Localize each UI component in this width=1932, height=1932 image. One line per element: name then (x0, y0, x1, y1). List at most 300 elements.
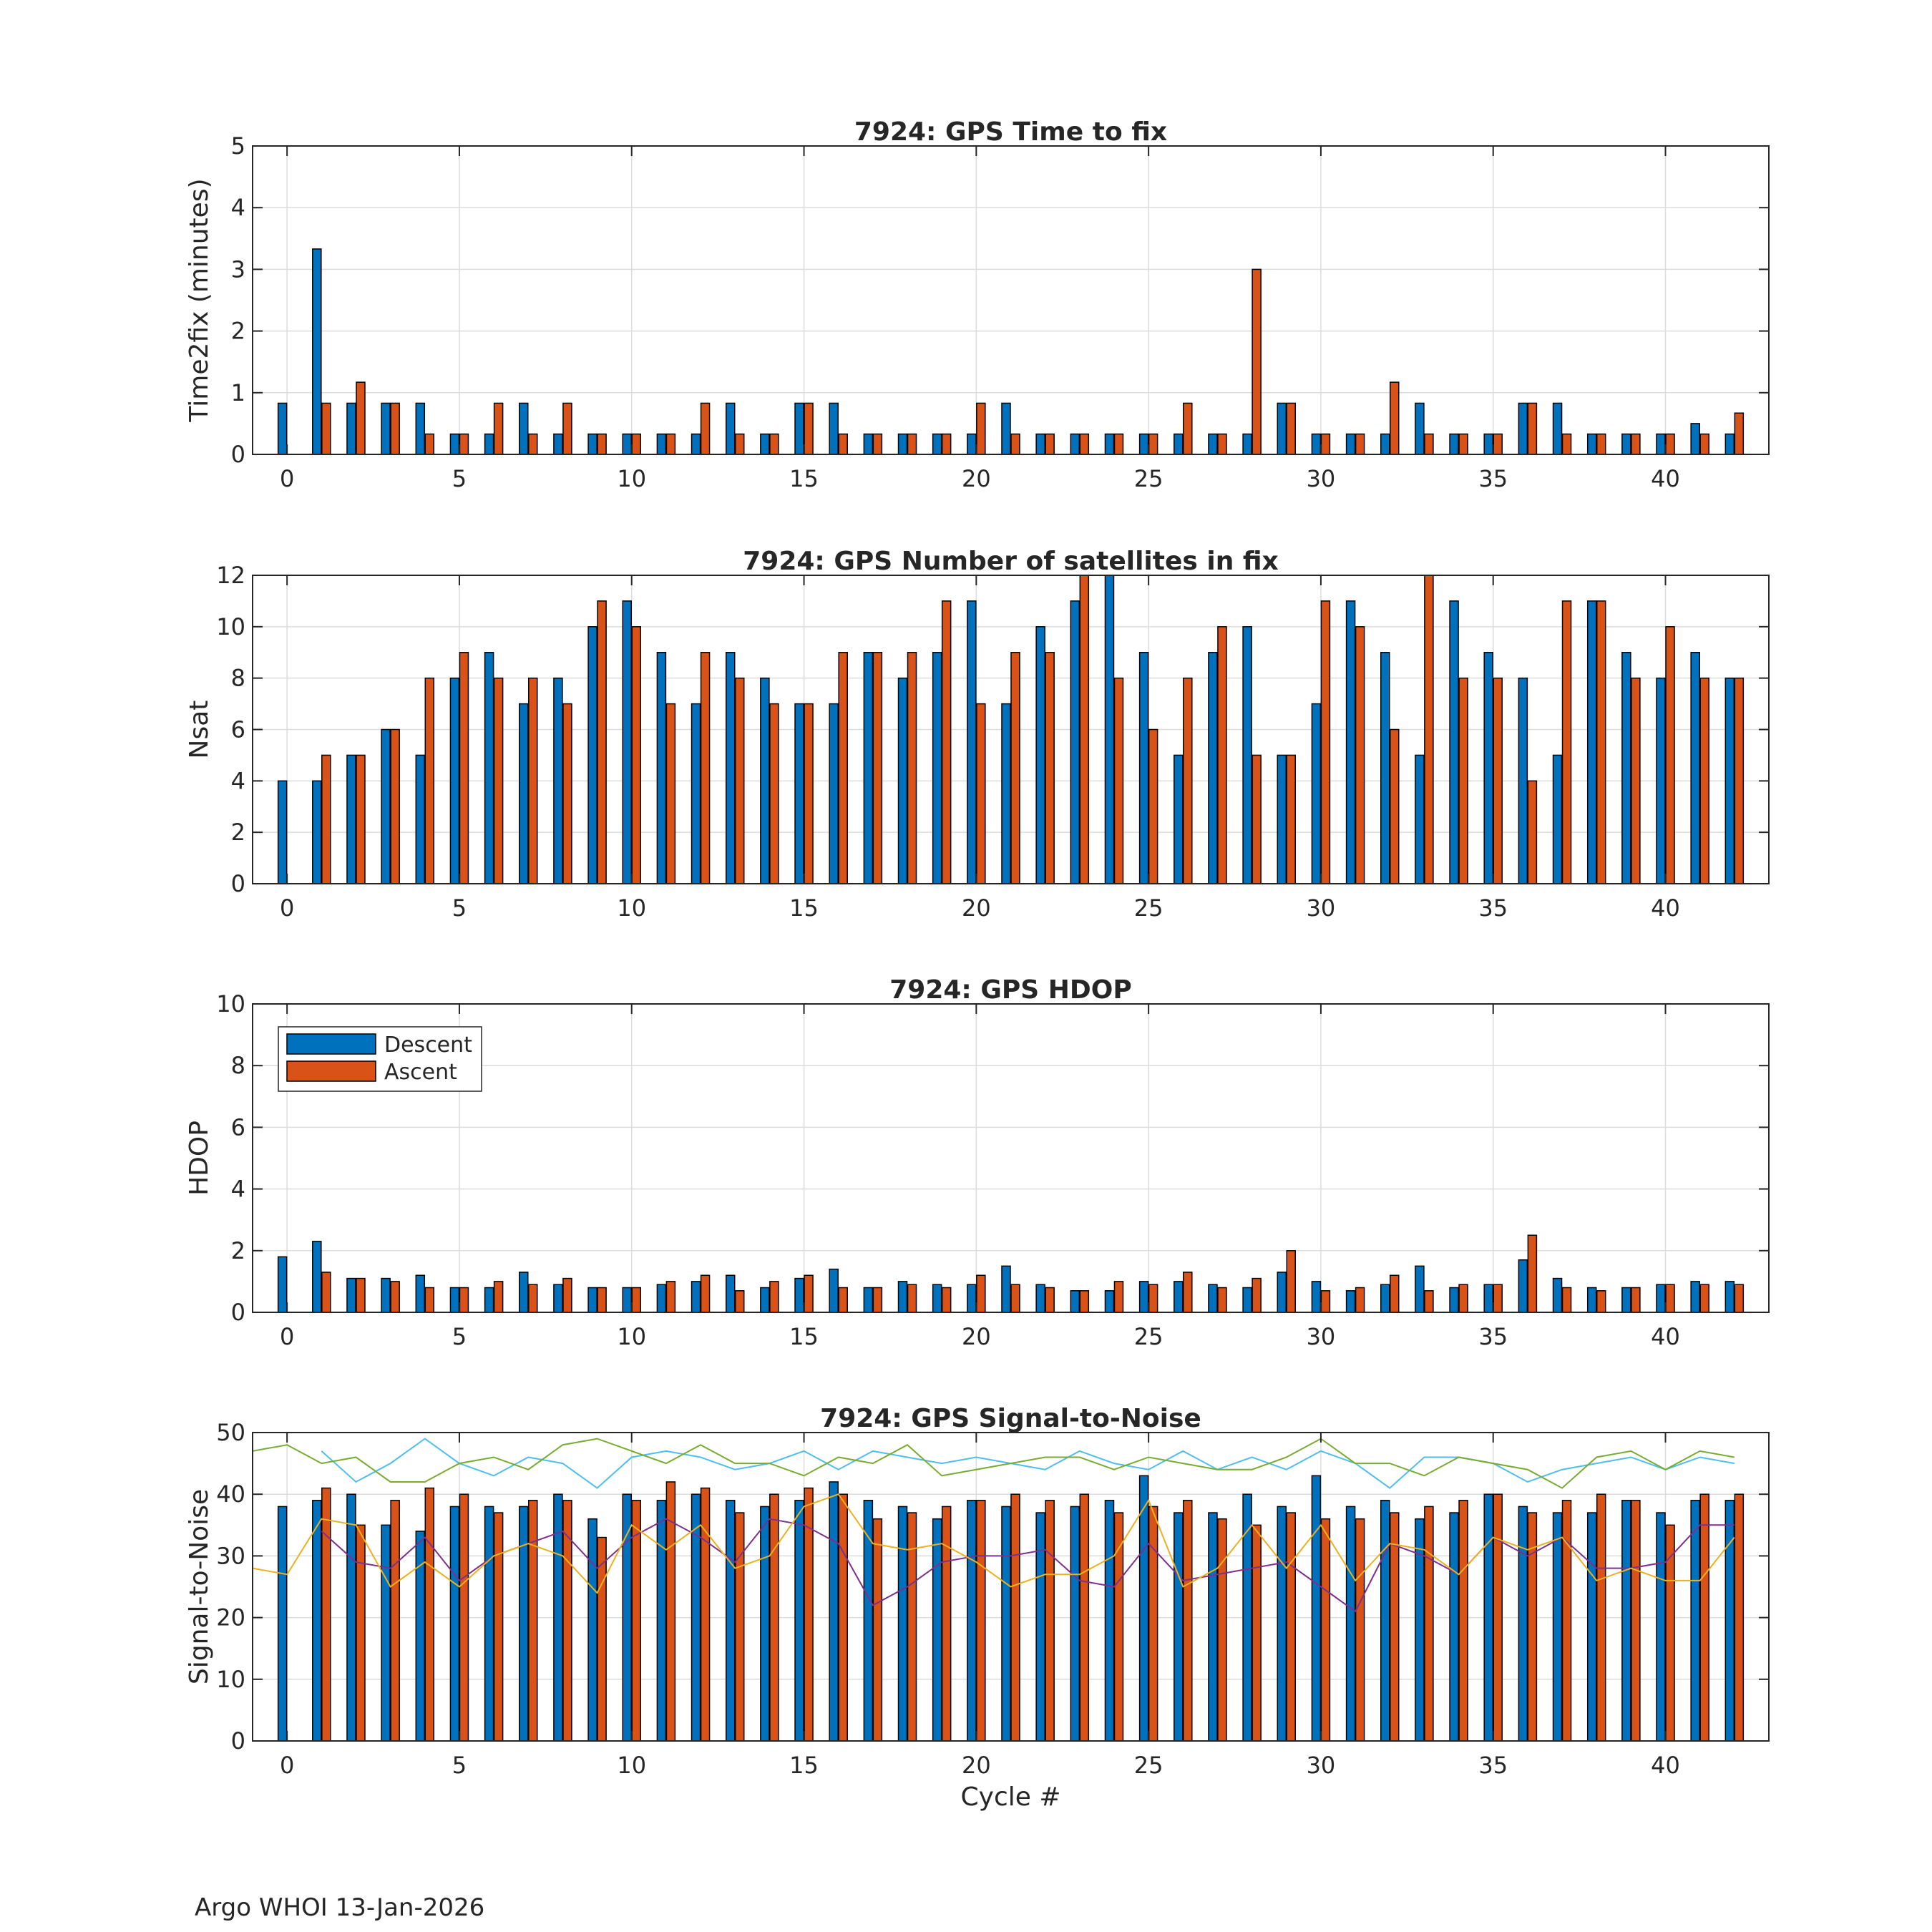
bar-descent-28 (1243, 627, 1252, 884)
bar-ascent-4 (425, 434, 434, 454)
bar-descent-2 (347, 1494, 356, 1741)
bar-descent-12 (692, 704, 701, 884)
bar-descent-36 (1518, 678, 1527, 884)
bar-ascent-12 (701, 653, 710, 884)
bar-ascent-29 (1287, 1513, 1295, 1741)
bar-ascent-9 (597, 1538, 606, 1741)
bar-descent-16 (829, 704, 838, 884)
bar-ascent-18 (908, 1513, 917, 1741)
bar-ascent-4 (425, 1288, 434, 1312)
bar-ascent-26 (1184, 403, 1192, 454)
bar-ascent-10 (632, 627, 640, 884)
bar-descent-15 (795, 1501, 804, 1741)
bar-descent-35 (1484, 1494, 1493, 1741)
bar-descent-19 (933, 1284, 942, 1312)
bar-descent-27 (1209, 653, 1217, 884)
bar-descent-6 (485, 1288, 494, 1312)
bar-ascent-21 (1011, 653, 1020, 884)
bar-descent-39 (1622, 434, 1631, 454)
bar-descent-31 (1347, 434, 1355, 454)
bar-ascent-37 (1563, 601, 1571, 884)
bar-descent-1 (313, 1501, 321, 1741)
bar-ascent-41 (1700, 1494, 1709, 1741)
bar-descent-34 (1450, 601, 1458, 884)
bar-ascent-11 (666, 434, 675, 454)
bar-descent-3 (381, 403, 390, 454)
x-tick-label: 5 (452, 894, 467, 922)
bar-ascent-3 (391, 1501, 399, 1741)
bar-descent-27 (1209, 1284, 1217, 1312)
chart-panel-3 (185, 975, 1769, 1350)
bar-ascent-30 (1321, 1519, 1330, 1741)
y-tick-label: 30 (216, 1542, 245, 1570)
bar-descent-20 (967, 1501, 976, 1741)
y-tick-label: 4 (230, 194, 245, 222)
bar-descent-40 (1657, 434, 1665, 454)
bar-descent-42 (1725, 1282, 1734, 1312)
bar-ascent-23 (1080, 575, 1088, 884)
bar-ascent-19 (942, 434, 951, 454)
y-tick-label: 8 (230, 1052, 245, 1080)
bar-descent-11 (657, 653, 665, 884)
bar-descent-23 (1070, 1291, 1079, 1312)
bar-descent-24 (1105, 575, 1113, 884)
bar-descent-33 (1415, 403, 1424, 454)
bar-ascent-5 (459, 1288, 468, 1312)
bar-descent-1 (313, 781, 321, 884)
bar-ascent-18 (908, 434, 917, 454)
bar-ascent-5 (459, 434, 468, 454)
bar-descent-26 (1174, 1513, 1183, 1741)
bar-descent-30 (1312, 1282, 1320, 1312)
bar-ascent-35 (1493, 1284, 1502, 1312)
bar-descent-24 (1105, 434, 1113, 454)
bar-ascent-16 (839, 1494, 847, 1741)
bar-descent-1 (313, 1241, 321, 1312)
bar-ascent-23 (1080, 434, 1088, 454)
bar-descent-27 (1209, 434, 1217, 454)
x-tick-label: 30 (1306, 894, 1336, 922)
bar-descent-6 (485, 1506, 494, 1741)
bar-descent-33 (1415, 755, 1424, 884)
bar-descent-19 (933, 1519, 942, 1741)
bar-ascent-29 (1287, 1251, 1295, 1312)
bar-descent-5 (450, 1506, 459, 1741)
bar-descent-21 (1002, 403, 1010, 454)
y-tick-label: 40 (216, 1480, 245, 1508)
bar-ascent-13 (736, 434, 744, 454)
y-tick-label: 6 (230, 1113, 245, 1141)
y-axis-label: Signal-to-Noise (185, 1488, 214, 1685)
bar-ascent-34 (1459, 678, 1468, 884)
bar-ascent-31 (1356, 1288, 1365, 1312)
bar-descent-0 (278, 781, 287, 884)
bar-ascent-34 (1459, 1501, 1468, 1741)
bar-descent-39 (1622, 653, 1631, 884)
x-tick-label: 35 (1478, 1752, 1508, 1779)
bar-ascent-35 (1493, 1494, 1502, 1741)
bar-ascent-10 (632, 434, 640, 454)
bar-descent-18 (899, 1506, 907, 1741)
bar-descent-41 (1691, 424, 1699, 454)
bar-descent-15 (795, 403, 804, 454)
bar-ascent-36 (1528, 1235, 1536, 1312)
bar-descent-34 (1450, 434, 1458, 454)
y-tick-label: 3 (230, 255, 245, 283)
y-tick-label: 8 (230, 664, 245, 692)
bar-descent-35 (1484, 1284, 1493, 1312)
bar-ascent-25 (1149, 1506, 1158, 1741)
bar-ascent-21 (1011, 1284, 1020, 1312)
bar-descent-18 (899, 434, 907, 454)
x-tick-label: 25 (1133, 1323, 1163, 1350)
chart-title: 7924: GPS Time to fix (854, 117, 1168, 147)
bar-descent-40 (1657, 678, 1665, 884)
bar-descent-3 (381, 1279, 390, 1312)
bar-descent-22 (1036, 1284, 1045, 1312)
bar-descent-13 (726, 403, 735, 454)
bar-descent-0 (278, 403, 287, 454)
y-tick-label: 10 (216, 613, 245, 640)
bar-descent-5 (450, 434, 459, 454)
bar-descent-16 (829, 403, 838, 454)
y-tick-label: 20 (216, 1604, 245, 1631)
bar-descent-36 (1518, 403, 1527, 454)
bar-ascent-11 (666, 1282, 675, 1312)
bar-ascent-15 (804, 1275, 813, 1312)
bar-descent-38 (1588, 434, 1596, 454)
bar-ascent-17 (873, 1519, 882, 1741)
bar-ascent-41 (1700, 1284, 1709, 1312)
bar-descent-0 (278, 1506, 287, 1741)
legend-swatch-descent (287, 1034, 376, 1054)
x-tick-label: 0 (279, 894, 295, 922)
bar-ascent-42 (1735, 1494, 1743, 1741)
bar-descent-18 (899, 1282, 907, 1312)
x-tick-label: 10 (617, 1752, 647, 1779)
bar-ascent-30 (1321, 434, 1330, 454)
bar-descent-38 (1588, 601, 1596, 884)
bar-ascent-13 (736, 678, 744, 884)
bar-ascent-18 (908, 1284, 917, 1312)
x-tick-label: 15 (789, 465, 819, 492)
bar-descent-6 (485, 434, 494, 454)
bar-descent-9 (588, 627, 597, 884)
bar-ascent-32 (1390, 1275, 1399, 1312)
bar-ascent-17 (873, 653, 882, 884)
y-axis-label: HDOP (185, 1121, 214, 1196)
bar-ascent-9 (597, 434, 606, 454)
bar-ascent-27 (1218, 1519, 1226, 1741)
bar-ascent-3 (391, 1282, 399, 1312)
bar-ascent-38 (1597, 434, 1606, 454)
bar-ascent-29 (1287, 755, 1295, 884)
bar-descent-41 (1691, 653, 1699, 884)
bar-descent-12 (692, 434, 701, 454)
bar-descent-14 (761, 1506, 769, 1741)
x-axis-label: Cycle # (960, 1782, 1061, 1812)
y-axis-label: Time2fix (minutes) (185, 178, 214, 422)
bar-descent-13 (726, 1275, 735, 1312)
y-tick-label: 5 (230, 132, 245, 160)
x-tick-label: 35 (1478, 894, 1508, 922)
y-tick-label: 2 (230, 819, 245, 847)
x-tick-label: 40 (1651, 894, 1680, 922)
bar-ascent-14 (770, 1494, 779, 1741)
bar-descent-42 (1725, 1501, 1734, 1741)
bar-descent-14 (761, 678, 769, 884)
bar-ascent-36 (1528, 781, 1536, 884)
bar-descent-26 (1174, 755, 1183, 884)
bar-ascent-27 (1218, 434, 1226, 454)
bar-ascent-22 (1045, 1501, 1054, 1741)
footer-credit: Argo WHOI 13-Jan-2026 (195, 1893, 485, 1922)
bar-ascent-20 (977, 1275, 985, 1312)
bar-ascent-38 (1597, 1291, 1606, 1312)
bar-ascent-15 (804, 704, 813, 884)
bar-descent-41 (1691, 1501, 1699, 1741)
bar-ascent-7 (529, 1501, 537, 1741)
bar-descent-7 (519, 704, 528, 884)
bar-ascent-21 (1011, 434, 1020, 454)
legend-swatch-ascent (287, 1061, 376, 1081)
bar-descent-7 (519, 403, 528, 454)
bar-descent-21 (1002, 1266, 1010, 1312)
bar-descent-21 (1002, 704, 1010, 884)
x-tick-label: 25 (1133, 1752, 1163, 1779)
bar-ascent-36 (1528, 403, 1536, 454)
bar-ascent-31 (1356, 627, 1365, 884)
x-tick-label: 15 (789, 1752, 819, 1779)
bar-descent-34 (1450, 1288, 1458, 1312)
bar-descent-11 (657, 1501, 665, 1741)
bar-descent-38 (1588, 1513, 1596, 1741)
bar-descent-33 (1415, 1519, 1424, 1741)
bar-ascent-38 (1597, 601, 1606, 884)
bar-ascent-21 (1011, 1494, 1020, 1741)
bar-ascent-24 (1114, 1282, 1123, 1312)
bar-descent-28 (1243, 1288, 1252, 1312)
bar-ascent-41 (1700, 678, 1709, 884)
bar-ascent-8 (563, 1279, 572, 1312)
y-tick-label: 0 (230, 441, 245, 468)
bar-ascent-39 (1631, 1288, 1640, 1312)
bar-descent-21 (1002, 1506, 1010, 1741)
bar-ascent-27 (1218, 1288, 1226, 1312)
bar-ascent-42 (1735, 413, 1743, 454)
bar-descent-37 (1553, 1279, 1562, 1312)
bar-ascent-30 (1321, 601, 1330, 884)
bar-ascent-35 (1493, 678, 1502, 884)
bar-descent-9 (588, 434, 597, 454)
bar-ascent-41 (1700, 434, 1709, 454)
bar-descent-24 (1105, 1291, 1113, 1312)
bar-ascent-28 (1252, 269, 1261, 454)
bar-ascent-28 (1252, 1525, 1261, 1741)
legend (278, 1027, 482, 1091)
bar-descent-35 (1484, 653, 1493, 884)
x-tick-label: 20 (961, 1323, 991, 1350)
bar-ascent-6 (494, 403, 503, 454)
bar-descent-25 (1140, 434, 1148, 454)
bar-descent-30 (1312, 1475, 1320, 1741)
bar-ascent-2 (356, 755, 365, 884)
bar-descent-4 (416, 403, 424, 454)
bar-descent-7 (519, 1272, 528, 1312)
bar-descent-14 (761, 1288, 769, 1312)
bar-descent-28 (1243, 434, 1252, 454)
bar-descent-31 (1347, 1506, 1355, 1741)
bar-ascent-34 (1459, 434, 1468, 454)
bar-ascent-26 (1184, 1272, 1192, 1312)
bar-ascent-6 (494, 1282, 503, 1312)
x-tick-label: 5 (452, 465, 467, 492)
bar-descent-17 (864, 1288, 872, 1312)
bar-descent-29 (1277, 1272, 1286, 1312)
bar-ascent-6 (494, 1513, 503, 1741)
bar-descent-3 (381, 730, 390, 884)
bar-descent-30 (1312, 704, 1320, 884)
bar-descent-36 (1518, 1260, 1527, 1312)
bar-descent-14 (761, 434, 769, 454)
bar-descent-10 (623, 601, 631, 884)
x-tick-label: 0 (279, 465, 295, 492)
x-tick-label: 10 (617, 1323, 647, 1350)
bar-ascent-20 (977, 1501, 985, 1741)
bar-ascent-6 (494, 678, 503, 884)
bar-descent-39 (1622, 1501, 1631, 1741)
bar-ascent-4 (425, 1488, 434, 1741)
bar-ascent-2 (356, 1279, 365, 1312)
bar-descent-15 (795, 704, 804, 884)
bar-ascent-23 (1080, 1291, 1088, 1312)
bar-ascent-38 (1597, 1494, 1606, 1741)
bar-ascent-22 (1045, 1288, 1054, 1312)
bar-ascent-28 (1252, 1279, 1261, 1312)
x-tick-label: 30 (1306, 1323, 1336, 1350)
bar-descent-42 (1725, 434, 1734, 454)
x-tick-label: 40 (1651, 465, 1680, 492)
legend-label-ascent: Ascent (384, 1060, 457, 1085)
bar-descent-31 (1347, 1291, 1355, 1312)
bar-ascent-16 (839, 653, 847, 884)
bar-ascent-28 (1252, 755, 1261, 884)
bar-ascent-8 (563, 403, 572, 454)
bar-ascent-26 (1184, 1501, 1192, 1741)
x-tick-label: 20 (961, 894, 991, 922)
bar-descent-32 (1381, 653, 1390, 884)
bar-descent-22 (1036, 627, 1045, 884)
bar-ascent-7 (529, 678, 537, 884)
bar-ascent-40 (1666, 434, 1674, 454)
bar-ascent-20 (977, 704, 985, 884)
bar-ascent-39 (1631, 1501, 1640, 1741)
bar-descent-41 (1691, 1282, 1699, 1312)
x-tick-label: 15 (789, 1323, 819, 1350)
bar-descent-17 (864, 434, 872, 454)
bar-ascent-1 (322, 755, 331, 884)
bar-ascent-1 (322, 1488, 331, 1741)
bar-ascent-22 (1045, 434, 1054, 454)
y-tick-label: 0 (230, 1727, 245, 1755)
bar-ascent-22 (1045, 653, 1054, 884)
bar-descent-8 (554, 678, 562, 884)
bar-descent-35 (1484, 434, 1493, 454)
x-tick-label: 10 (617, 465, 647, 492)
bar-descent-32 (1381, 1284, 1390, 1312)
bar-ascent-25 (1149, 1284, 1158, 1312)
y-tick-label: 2 (230, 317, 245, 345)
bar-ascent-11 (666, 704, 675, 884)
bar-ascent-19 (942, 1288, 951, 1312)
y-tick-label: 50 (216, 1419, 245, 1446)
bar-ascent-17 (873, 434, 882, 454)
bar-ascent-7 (529, 434, 537, 454)
bar-descent-9 (588, 1288, 597, 1312)
bar-descent-32 (1381, 1501, 1390, 1741)
bar-ascent-9 (597, 1288, 606, 1312)
bar-descent-5 (450, 678, 459, 884)
bar-descent-8 (554, 1284, 562, 1312)
bar-descent-22 (1036, 434, 1045, 454)
bar-ascent-39 (1631, 678, 1640, 884)
bar-descent-25 (1140, 1475, 1148, 1741)
bar-descent-15 (795, 1279, 804, 1312)
bar-descent-5 (450, 1288, 459, 1312)
bar-ascent-4 (425, 678, 434, 884)
x-tick-label: 5 (452, 1752, 467, 1779)
bar-descent-42 (1725, 678, 1734, 884)
bar-descent-31 (1347, 601, 1355, 884)
x-tick-label: 30 (1306, 465, 1336, 492)
bar-ascent-33 (1425, 1291, 1433, 1312)
bar-ascent-13 (736, 1513, 744, 1741)
bar-ascent-1 (322, 1272, 331, 1312)
bar-descent-20 (967, 1284, 976, 1312)
x-tick-label: 30 (1306, 1752, 1336, 1779)
chart-panel-4 (185, 1404, 1769, 1812)
x-tick-label: 10 (617, 894, 647, 922)
bar-ascent-42 (1735, 1284, 1743, 1312)
bar-descent-23 (1070, 434, 1079, 454)
chart-title: 7924: GPS Signal-to-Noise (820, 1404, 1201, 1433)
bar-descent-33 (1415, 1266, 1424, 1312)
bar-ascent-40 (1666, 627, 1674, 884)
y-tick-label: 10 (216, 1665, 245, 1693)
chart-panel-1 (185, 117, 1769, 492)
bar-descent-26 (1174, 1282, 1183, 1312)
bar-ascent-40 (1666, 1284, 1674, 1312)
bar-ascent-14 (770, 704, 779, 884)
x-tick-label: 0 (279, 1752, 295, 1779)
bar-ascent-1 (322, 403, 331, 454)
bar-descent-25 (1140, 653, 1148, 884)
bar-ascent-8 (563, 704, 572, 884)
bar-descent-38 (1588, 1288, 1596, 1312)
bar-descent-20 (967, 434, 976, 454)
bar-ascent-2 (356, 1525, 365, 1741)
bar-ascent-33 (1425, 1506, 1433, 1741)
chart-title: 7924: GPS HDOP (889, 975, 1132, 1005)
y-axis-label: Nsat (185, 700, 214, 759)
bar-descent-1 (313, 249, 321, 454)
bar-descent-27 (1209, 1513, 1217, 1741)
bar-ascent-5 (459, 653, 468, 884)
bar-descent-10 (623, 1494, 631, 1741)
y-tick-label: 12 (216, 562, 245, 589)
y-tick-label: 0 (230, 1299, 245, 1326)
bar-ascent-16 (839, 434, 847, 454)
